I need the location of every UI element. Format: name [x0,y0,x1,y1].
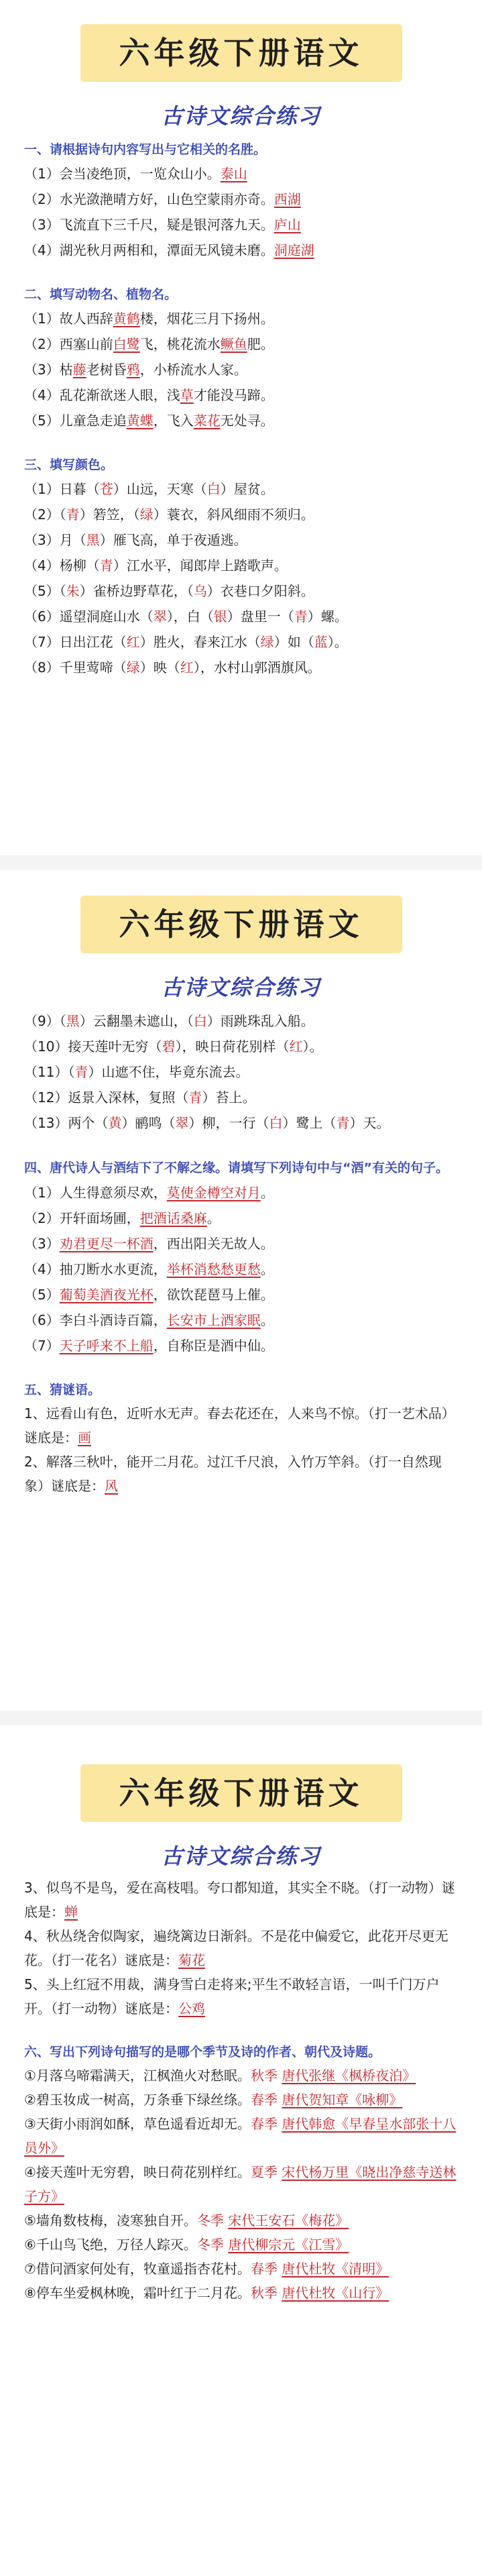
question-text: （5）儿童急走追 [24,413,127,429]
poem-line: ⑥千山鸟飞绝，万径人踪灭。 [24,2237,197,2253]
question-text: ）箬笠，（ [79,506,140,523]
list-item [24,604,460,629]
answer: 青 [74,1064,88,1080]
question-text: ）江水平，闻郎岸上踏歌声。 [113,557,288,574]
riddle [24,1450,460,1498]
answer: 举杯消愁愁更愁 [166,1261,261,1277]
answer: 翠 [153,608,167,625]
list-item [24,2233,460,2257]
list-item [24,306,460,331]
question-text: ）柳，一行（ [188,1115,269,1131]
riddle [24,1924,460,1972]
list-item [24,1110,460,1136]
question-text: （9）（ [24,1013,66,1029]
list-item [24,1333,460,1358]
question-text: 。 [206,1210,221,1226]
season-answer: 夏季 [250,2164,278,2180]
page-title: 六年级下册语文 [80,24,402,82]
list-item [24,212,460,237]
poem-source-answer: 宋代王安石《梅花》 [228,2212,349,2229]
answer: 红 [126,634,140,650]
question-text: （4）乱花渐欲迷人眼，浅 [24,387,180,403]
answer: 洞庭湖 [274,242,314,258]
worksheet-page-2 [0,855,482,1711]
list-item [24,1307,460,1333]
poem-line: ①月落乌啼霜满天，江枫渔火对愁眠。 [24,2068,251,2084]
question-text: ）云翻墨未遮山，（ [79,1013,194,1029]
question-text: 肥。 [247,336,274,352]
list-item [24,553,460,578]
season-answer: 冬季 [196,2212,224,2229]
question-text: （6）遥望洞庭山水（ [24,608,154,625]
question-text: （10）接天莲叶无穷（ [24,1038,162,1055]
answer: 碧 [162,1038,176,1055]
poem-source-answer: 唐代贺知章《咏柳》 [282,2092,403,2108]
answer: 藤 [72,362,86,378]
answer: 庐山 [274,217,301,233]
list-item [24,1059,460,1085]
answer: 鸦 [126,362,140,378]
question-text: （2）水光潋滟晴方好，山色空蒙雨亦奇。 [24,191,274,207]
poem-line: ②碧玉妆成一树高，万条垂下绿丝绦。 [24,2092,251,2108]
sheet-1-content [24,138,460,680]
color-list [24,476,460,680]
question-text: （1）日暮（ [24,481,100,497]
list-item [24,408,460,433]
question-text: （7）日出江花（ [24,634,127,650]
section-3-title: 三、填写颜色。 [24,458,114,472]
list-item [24,2063,460,2088]
question-text: ）雀桥边野草花，（ [79,583,194,599]
question-text: 老树昏 [86,362,127,378]
page-title: 六年级下册语文 [80,1764,402,1822]
answer: 蓝 [314,634,328,650]
question-text: （5）（ [24,583,66,599]
list-item [24,1008,460,1034]
question-text: ）衣巷口夕阳斜。 [206,583,314,599]
question-text: ，飞入 [153,413,194,429]
answer: 绿 [126,659,140,676]
poem-line: ⑤墙角数枝梅，凌寒独自开。 [24,2212,197,2229]
answer: 风 [105,1478,118,1494]
section-2-title: 二、填写动物名、植物名。 [24,287,178,302]
list-item [24,527,460,553]
season-answer: 春季 [250,2092,278,2108]
question-text: ）盘里一（ [227,608,294,625]
sheet-3-content [24,1876,460,2305]
answer: 青 [99,557,113,574]
question-text: ，欲饮琵琶马上催。 [153,1287,274,1303]
question-text: ）胜火，春来江水（ [139,634,261,650]
list-item [24,382,460,408]
question-text: ），白（ [166,608,214,625]
list-item [24,237,460,263]
answer: 绿 [260,634,274,650]
answer: 葡萄美酒夜光杯 [59,1287,154,1303]
question-text: ，西出阳关无故人。 [153,1236,274,1252]
question-text: ）山遮不住，毕竟东流去。 [88,1064,249,1080]
answer: 朱 [66,583,80,599]
season-list [24,2063,460,2305]
poem-source-answer: 唐代杜牧《清明》 [282,2261,389,2277]
question-text: ）。 [302,1038,323,1055]
question-text: （5） [24,1287,60,1303]
answer: 蝉 [64,1904,78,1920]
sheet-2-content [24,1008,460,1498]
riddle [24,1401,460,1450]
question-text: （3）月（ [24,532,86,548]
answer: 把酒话桑麻 [139,1210,207,1226]
list-item [24,1282,460,1307]
list-item [24,186,460,212]
section-4-title: 四、唐代诗人与酒结下了不解之缘。请填写下列诗句中与“酒”有关的句子。 [24,1161,448,1175]
riddle-text: 2、解落三秋叶，能开二月花。过江千尺浪，入竹万竿斜。（打一自然现象）谜底是： [24,1454,442,1494]
question-text: （12）返景入深林，复照（ [24,1089,189,1106]
answer: 莫使金樽空对月 [166,1185,261,1201]
list-item [24,629,460,655]
page-title: 六年级下册语文 [80,896,402,953]
answer: 白 [269,1115,283,1131]
poem-line: ⑧停车坐爱枫林晚，霜叶红于二月花。 [24,2285,251,2301]
poem-line: ④接天莲叶无穷碧，映日荷花别样红。 [24,2164,251,2180]
question-text: 。 [260,1185,274,1201]
section-5-title: 五、猜谜语。 [24,1383,101,1397]
question-text: （2）西塞山前 [24,336,113,352]
list-item [24,331,460,357]
answer: 苍 [99,481,113,497]
question-text: （4）杨柳（ [24,557,100,574]
question-text: （7） [24,1338,60,1354]
worksheet-page-1 [0,0,482,855]
answer: 青 [294,608,308,625]
riddle [24,1972,460,2021]
page-subtitle: 古诗文综合练习 [161,103,321,129]
list-item [24,2112,460,2160]
answer: 黄蝶 [126,413,154,429]
list-item [24,357,460,382]
answer: 黄鹤 [113,311,140,327]
question-text: （6）李白斗酒诗百篇， [24,1312,167,1328]
question-text: （11）（ [24,1064,75,1080]
page-subtitle: 古诗文综合练习 [161,1843,321,1869]
question-text: 无处寻。 [220,413,274,429]
answer: 青 [336,1115,350,1131]
question-text: ）山远，天寒（ [113,481,207,497]
riddle-text: 1、远看山有色，近听水无声。春去花还在，人来鸟不惊。（打一艺术品）谜底是： [24,1405,455,1446]
question-text: （1）会当凌绝顶，一览众山小。 [24,166,221,182]
answer: 黑 [66,1013,80,1029]
question-text: （2）开轩面场圃， [24,1210,140,1226]
question-text: ，自称臣是酒中仙。 [153,1338,274,1354]
question-text: ）雁飞高，单于夜遁逃。 [99,532,247,548]
list-item [24,1256,460,1282]
question-text: ），水村山郭酒旗风。 [193,659,321,676]
question-text: （8）千里莺啼（ [24,659,127,676]
page-subtitle: 古诗文综合练习 [161,975,321,1000]
answer: 劝君更尽一杯酒 [59,1236,154,1252]
answer: 菜花 [193,413,221,429]
question-text: ）螺。 [307,608,348,625]
list-item [24,2088,460,2112]
question-text: （3） [24,1236,60,1252]
question-text: （1）人生得意须尽欢， [24,1185,167,1201]
question-text: ）屋贫。 [220,481,274,497]
riddle-text: 3、似鸟不是鸟，爱在高枝唱。夸口都知道，其实全不晓。（打一动物）谜底是： [24,1880,455,1920]
poem-source-answer: 宋代杨万里《晓出净慈寺送林子方》 [24,2164,457,2204]
poem-source-answer: 唐代柳宗元《江雪》 [228,2237,349,2253]
question-text: （4）抽刀断水水更流， [24,1261,167,1277]
answer: 草 [180,387,194,403]
poem-line: ③天街小雨润如酥，草色遥看近却无。 [24,2116,251,2132]
question-text: 。 [260,1312,274,1328]
answer: 长安市上酒家眠 [166,1312,261,1328]
answer: 乌 [193,583,207,599]
answer: 泰山 [220,166,247,182]
list-item [24,1231,460,1256]
question-text: 才能没马蹄。 [193,387,274,403]
season-answer: 秋季 [250,2068,278,2084]
answer: 红 [289,1038,303,1055]
section-1-title: 一、请根据诗句内容写出与它相关的名胜。 [24,142,267,157]
question-text: 楼，烟花三月下扬州。 [139,311,274,327]
list-item [24,1180,460,1205]
list-item [24,1085,460,1110]
season-answer: 秋季 [250,2285,278,2301]
question-text: ）鹂鸣（ [121,1115,176,1131]
question-text: （3）枯 [24,362,73,378]
question-text: ），映日荷花别样（ [175,1038,290,1055]
question-text: ）雨跳珠乱入船。 [206,1013,314,1029]
answer: 黄 [108,1115,122,1131]
riddle-text: 5、头上红冠不用裁，满身雪白走将来;平生不敢轻言语，一叫千门万户开。（打一动物）谜底是： [24,1976,440,2017]
list-item [24,2257,460,2281]
answer: 西湖 [274,191,301,207]
list-item [24,578,460,604]
poem-source-answer: 唐代张继《枫桥夜泊》 [282,2068,416,2084]
season-answer: 春季 [250,2261,278,2277]
list-item [24,161,460,186]
question-text: 飞，桃花流水 [139,336,221,352]
answer: 画 [78,1430,91,1446]
question-text: ）映（ [139,659,180,676]
question-text: （3）飞流直下三千尺，疑是银河落九天。 [24,217,274,233]
list-item [24,476,460,502]
season-answer: 冬季 [196,2237,224,2253]
question-text: ）如（ [274,634,314,650]
answer: 青 [188,1089,202,1106]
question-text: （13）两个（ [24,1115,109,1131]
question-text: ）鹭上（ [282,1115,337,1131]
answer: 红 [180,659,194,676]
answer: 白 [206,481,221,497]
answer: 银 [213,608,227,625]
question-text: （4）湖光秋月两相和，潭面无风镜未磨。 [24,242,274,258]
riddle-text: 4、秋丛绕舍似陶家，遍绕篱边日渐斜。不是花中偏爱它，此花开尽更无花。（打一花名）谜底是： [24,1928,448,1968]
answer: 青 [66,506,80,523]
poem-source-answer: 唐代杜牧《山行》 [282,2285,389,2301]
list-item [24,2281,460,2305]
answer: 白鹭 [113,336,140,352]
answer: 翠 [175,1115,189,1131]
question-text: ，小桥流水人家。 [139,362,247,378]
answer: 天子呼来不上船 [59,1338,154,1354]
answer: 绿 [139,506,154,523]
section-6-title: 六、写出下列诗句描写的是哪个季节及诗的作者、朝代及诗题。 [24,2045,381,2059]
answer: 菊花 [178,1952,205,1968]
question-text: （1）故人西辞 [24,311,113,327]
poem-source-answer: 唐代韩愈《早春呈水部张十八员外》 [24,2116,457,2156]
answer: 黑 [86,532,100,548]
season-answer: 春季 [250,2116,278,2132]
answer: 公鸡 [178,2000,205,2017]
question-text: 。 [260,1261,274,1277]
list-item [24,1034,460,1059]
question-text: ）天。 [349,1115,390,1131]
riddle [24,1876,460,1924]
poem-line: ⑦借问酒家何处有，牧童遥指杏花村。 [24,2261,251,2277]
list-item [24,2208,460,2233]
color-list-continued [24,1008,460,1136]
question-text: ）苔上。 [202,1089,256,1106]
list-item [24,502,460,527]
list-item [24,655,460,680]
answer: 鳜鱼 [220,336,247,352]
list-item [24,1205,460,1231]
answer: 白 [193,1013,207,1029]
question-text: ）。 [327,634,348,650]
question-text: （2）（ [24,506,66,523]
worksheet-page-3 [0,1711,482,2576]
question-text: ）蓑衣，斜风细雨不须归。 [153,506,314,523]
list-item [24,2160,460,2208]
